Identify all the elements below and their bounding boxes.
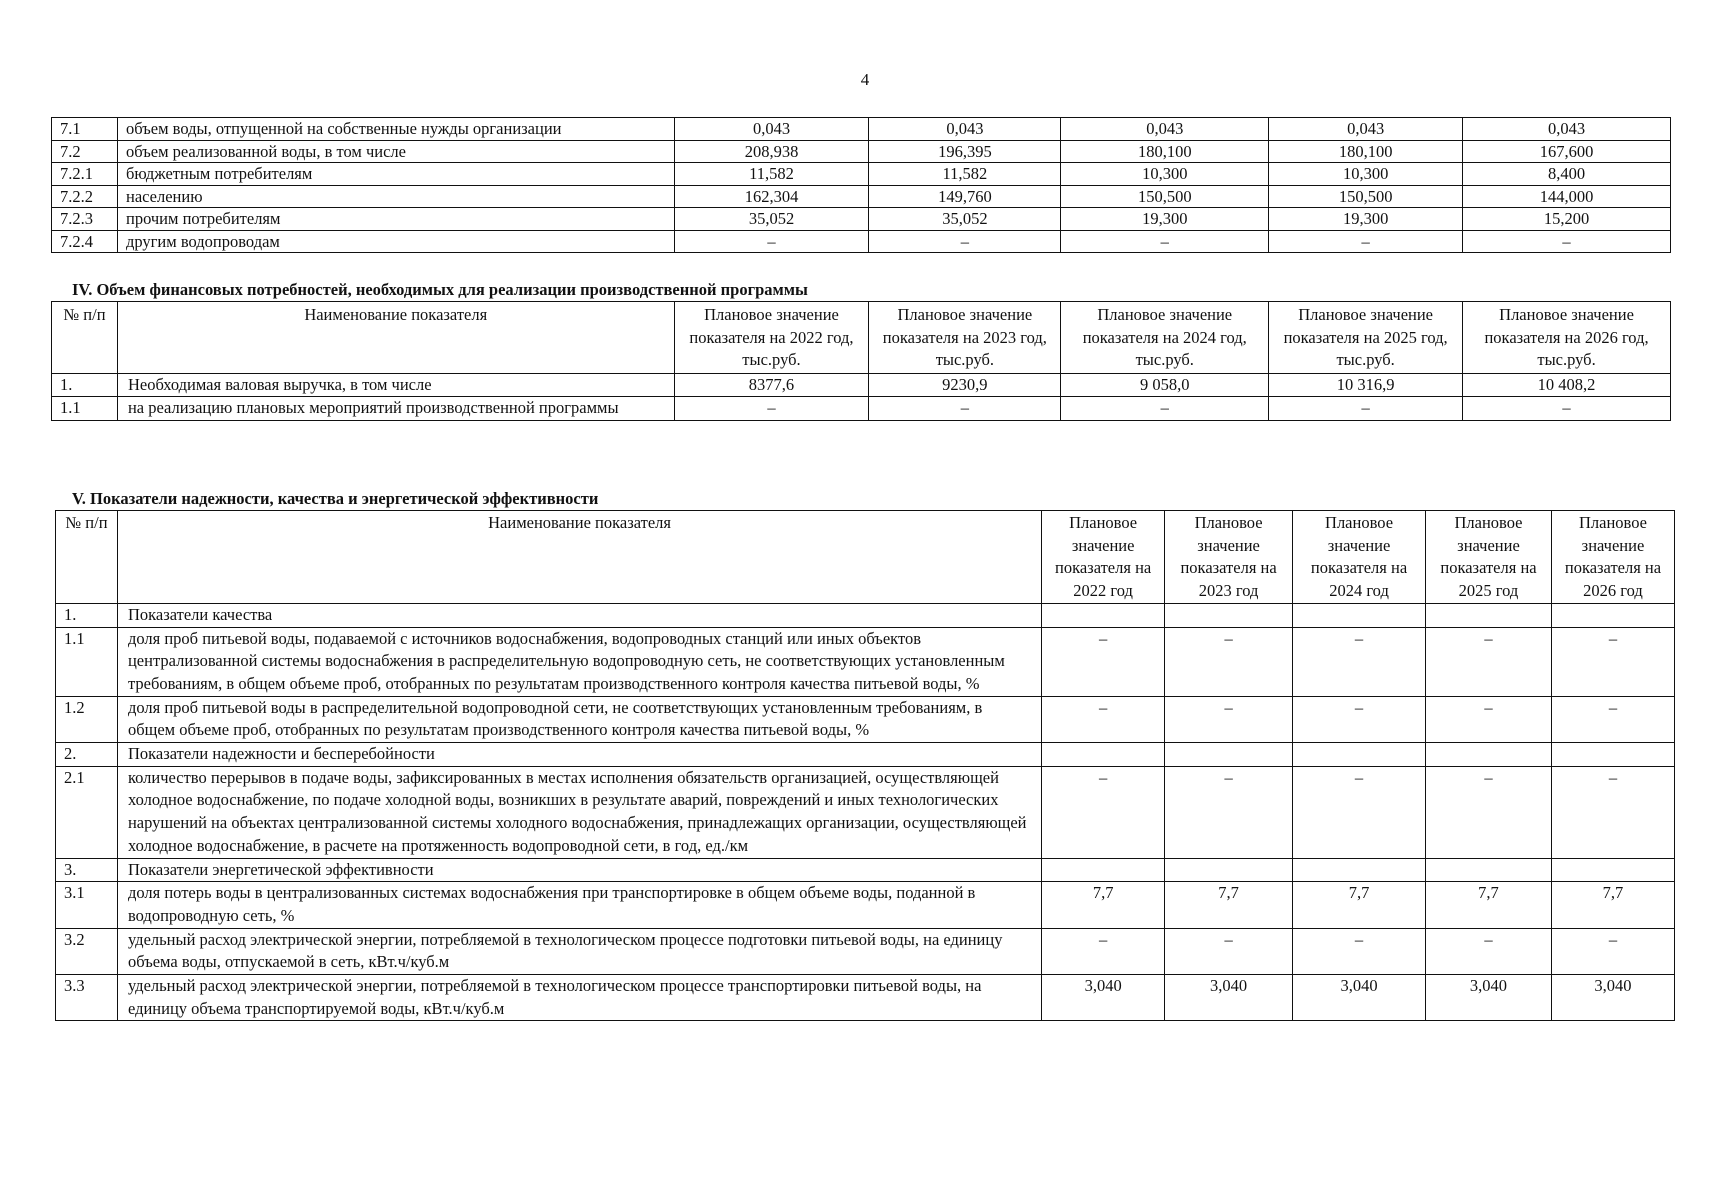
table-row (56, 882, 1675, 928)
value-cell-2026: – (1551, 627, 1674, 696)
value-cell-2025 (1426, 858, 1552, 882)
row-name: на реализацию плановых мероприятий производственной программы (117, 397, 674, 421)
value-cell-2024: 180,100 (1061, 140, 1269, 163)
value-cell-2024: – (1293, 766, 1426, 858)
value-cell-2025: – (1426, 766, 1552, 858)
value-cell-2026: 167,600 (1463, 140, 1671, 163)
value-cell-2022: 11,582 (674, 163, 869, 186)
table-row (56, 603, 1675, 627)
header-2024: Плановое значение показателя на 2024 год, тыс.руб. (1061, 302, 1269, 374)
value-cell-2022: 35,052 (674, 208, 869, 231)
value-cell-2022: – (1042, 928, 1165, 974)
value-cell-2023: 11,582 (869, 163, 1061, 186)
value-cell-2026: – (1551, 928, 1674, 974)
table-header-row (56, 511, 1675, 604)
value-cell-2024: 150,500 (1061, 185, 1269, 208)
table-row (52, 397, 1671, 421)
value-cell-2022: 3,040 (1042, 975, 1165, 1021)
value-cell-2025 (1426, 603, 1552, 627)
row-number: 2. (56, 743, 118, 767)
section-5-title: V. Показатели надежности, качества и энергетической эффективности (72, 489, 599, 508)
value-cell-2026: 10 408,2 (1463, 373, 1671, 397)
value-cell-2022: – (674, 397, 869, 421)
value-cell-2024 (1293, 858, 1426, 882)
row-number: 7.2.4 (52, 230, 118, 253)
table-row (56, 928, 1675, 974)
value-cell-2026: – (1551, 696, 1674, 742)
table-row (56, 743, 1675, 767)
value-cell-2023: – (1165, 928, 1293, 974)
value-cell-2022: 7,7 (1042, 882, 1165, 928)
value-cell-2022: – (674, 230, 869, 253)
row-number: 7.1 (52, 118, 118, 141)
value-cell-2026: – (1463, 397, 1671, 421)
row-number: 7.2.2 (52, 185, 118, 208)
value-cell-2024: – (1061, 397, 1269, 421)
value-cell-2025: 19,300 (1269, 208, 1463, 231)
value-cell-2023 (1165, 603, 1293, 627)
reliability-quality-table (55, 510, 1675, 1021)
header-num: № п/п (56, 511, 118, 604)
financial-needs-table (51, 301, 1671, 421)
value-cell-2024: – (1061, 230, 1269, 253)
value-cell-2024: 3,040 (1293, 975, 1426, 1021)
header-2024: Плановое значение показателя на 2024 год (1293, 511, 1426, 604)
row-number: 3.1 (56, 882, 118, 928)
value-cell-2022: – (1042, 696, 1165, 742)
row-number: 1.2 (56, 696, 118, 742)
row-number: 7.2.1 (52, 163, 118, 186)
value-cell-2025: – (1426, 928, 1552, 974)
row-name: доля проб питьевой воды в распределительной водопроводной сети, не соответствующих установленным требованиям, в общем объеме проб, отобранных по результатам производственного контроля качества питьевой воды, % (117, 696, 1041, 742)
row-name: бюджетным потребителям (117, 163, 674, 186)
row-name: объем реализованной воды, в том числе (117, 140, 674, 163)
table-row (56, 858, 1675, 882)
value-cell-2022: 162,304 (674, 185, 869, 208)
header-num: № п/п (52, 302, 118, 374)
value-cell-2022 (1042, 858, 1165, 882)
table-row (56, 766, 1675, 858)
value-cell-2024: – (1293, 696, 1426, 742)
value-cell-2026 (1551, 858, 1674, 882)
row-number: 1. (56, 603, 118, 627)
value-cell-2026: – (1551, 766, 1674, 858)
value-cell-2024: – (1293, 627, 1426, 696)
row-name: удельный расход электрической энергии, потребляемой в технологическом процессе транспортировки питьевой воды, на единицу объема транспортируемой воды, кВт.ч/куб.м (117, 975, 1041, 1021)
value-cell-2023: 3,040 (1165, 975, 1293, 1021)
value-cell-2025: – (1269, 230, 1463, 253)
row-number: 3. (56, 858, 118, 882)
header-2022: Плановое значение показателя на 2022 год (1042, 511, 1165, 604)
value-cell-2025 (1426, 743, 1552, 767)
value-cell-2023: 9230,9 (869, 373, 1061, 397)
table-header-row (52, 302, 1671, 374)
row-number: 1. (52, 373, 118, 397)
value-cell-2025: 10,300 (1269, 163, 1463, 186)
row-number: 3.3 (56, 975, 118, 1021)
table-row (52, 230, 1671, 253)
header-name: Наименование показателя (117, 302, 674, 374)
header-2026: Плановое значение показателя на 2026 год (1551, 511, 1674, 604)
value-cell-2023 (1165, 743, 1293, 767)
value-cell-2026: 0,043 (1463, 118, 1671, 141)
row-number: 2.1 (56, 766, 118, 858)
row-name: доля потерь воды в централизованных системах водоснабжения при транспортировке в общем объеме воды, поданной в водопроводную сеть, % (117, 882, 1041, 928)
value-cell-2022: – (1042, 627, 1165, 696)
row-name: прочим потребителям (117, 208, 674, 231)
section-4-title: IV. Объем финансовых потребностей, необходимых для реализации производственной программы (72, 280, 808, 299)
value-cell-2026 (1551, 743, 1674, 767)
row-name: доля проб питьевой воды, подаваемой с источников водоснабжения, водопроводных станций или иных объектов централизованной системы водоснабжения в распределительную водопроводную сеть, не соответствующих установленным требованиям, в общем объеме проб, отобранных по результатам производственного контроля качества питьевой воды, % (117, 627, 1041, 696)
header-name: Наименование показателя (117, 511, 1041, 604)
row-number: 1.1 (52, 397, 118, 421)
value-cell-2023: – (1165, 627, 1293, 696)
value-cell-2026: – (1463, 230, 1671, 253)
value-cell-2024: 10,300 (1061, 163, 1269, 186)
header-2022: Плановое значение показателя на 2022 год, тыс.руб. (674, 302, 869, 374)
value-cell-2023: 149,760 (869, 185, 1061, 208)
header-2023: Плановое значение показателя на 2023 год (1165, 511, 1293, 604)
table-row (56, 627, 1675, 696)
value-cell-2024 (1293, 743, 1426, 767)
value-cell-2024: 19,300 (1061, 208, 1269, 231)
header-2026: Плановое значение показателя на 2026 год, тыс.руб. (1463, 302, 1671, 374)
page-number: 4 (860, 70, 870, 89)
water-volume-table (51, 117, 1671, 253)
value-cell-2023: 7,7 (1165, 882, 1293, 928)
value-cell-2024: 7,7 (1293, 882, 1426, 928)
header-2025: Плановое значение показателя на 2025 год (1426, 511, 1552, 604)
value-cell-2026: 8,400 (1463, 163, 1671, 186)
row-number: 7.2.3 (52, 208, 118, 231)
value-cell-2026 (1551, 603, 1674, 627)
row-name: Необходимая валовая выручка, в том числе (117, 373, 674, 397)
value-cell-2022: 208,938 (674, 140, 869, 163)
value-cell-2025: – (1269, 397, 1463, 421)
table-row (56, 696, 1675, 742)
value-cell-2025: 0,043 (1269, 118, 1463, 141)
value-cell-2025: 180,100 (1269, 140, 1463, 163)
row-name: населению (117, 185, 674, 208)
row-number: 1.1 (56, 627, 118, 696)
table-row (52, 208, 1671, 231)
value-cell-2023: – (1165, 766, 1293, 858)
value-cell-2025: 3,040 (1426, 975, 1552, 1021)
header-2023: Плановое значение показателя на 2023 год, тыс.руб. (869, 302, 1061, 374)
table-row (52, 163, 1671, 186)
value-cell-2023: – (1165, 696, 1293, 742)
row-name: количество перерывов в подаче воды, зафиксированных в местах исполнения обязательств организацией, осуществляющей холодное водоснабжение, по подаче холодной воды, возникших в результате аварий, повреждений и иных технологических нарушений на объектах централизованной системы холодного водоснабжения, принадлежащих организации, осуществляющей холодное водоснабжение, в расчете на протяженность водопроводной сети, в год, ед./км (117, 766, 1041, 858)
value-cell-2022: 0,043 (674, 118, 869, 141)
table-row (52, 373, 1671, 397)
row-name: удельный расход электрической энергии, потребляемой в технологическом процессе подготовки питьевой воды, на единицу объема воды, отпускаемой в сеть, кВт.ч/куб.м (117, 928, 1041, 974)
value-cell-2022: 8377,6 (674, 373, 869, 397)
table-row (56, 975, 1675, 1021)
table-row (52, 185, 1671, 208)
value-cell-2023 (1165, 858, 1293, 882)
value-cell-2026: 144,000 (1463, 185, 1671, 208)
value-cell-2024: – (1293, 928, 1426, 974)
value-cell-2025: – (1426, 696, 1552, 742)
value-cell-2026: 3,040 (1551, 975, 1674, 1021)
value-cell-2025: 10 316,9 (1269, 373, 1463, 397)
value-cell-2025: – (1426, 627, 1552, 696)
row-name: другим водопроводам (117, 230, 674, 253)
value-cell-2026: 7,7 (1551, 882, 1674, 928)
value-cell-2022: – (1042, 766, 1165, 858)
value-cell-2023: – (869, 230, 1061, 253)
value-cell-2024 (1293, 603, 1426, 627)
value-cell-2023: 35,052 (869, 208, 1061, 231)
table-row (52, 140, 1671, 163)
value-cell-2025: 7,7 (1426, 882, 1552, 928)
table-row (52, 118, 1671, 141)
row-number: 3.2 (56, 928, 118, 974)
value-cell-2024: 0,043 (1061, 118, 1269, 141)
value-cell-2026: 15,200 (1463, 208, 1671, 231)
header-2025: Плановое значение показателя на 2025 год, тыс.руб. (1269, 302, 1463, 374)
value-cell-2023: 196,395 (869, 140, 1061, 163)
value-cell-2025: 150,500 (1269, 185, 1463, 208)
row-number: 7.2 (52, 140, 118, 163)
row-name: объем воды, отпущенной на собственные нужды организации (117, 118, 674, 141)
row-name: Показатели качества (117, 603, 1041, 627)
value-cell-2022 (1042, 743, 1165, 767)
row-name: Показатели энергетической эффективности (117, 858, 1041, 882)
row-name: Показатели надежности и бесперебойности (117, 743, 1041, 767)
value-cell-2023: 0,043 (869, 118, 1061, 141)
value-cell-2024: 9 058,0 (1061, 373, 1269, 397)
value-cell-2023: – (869, 397, 1061, 421)
value-cell-2022 (1042, 603, 1165, 627)
